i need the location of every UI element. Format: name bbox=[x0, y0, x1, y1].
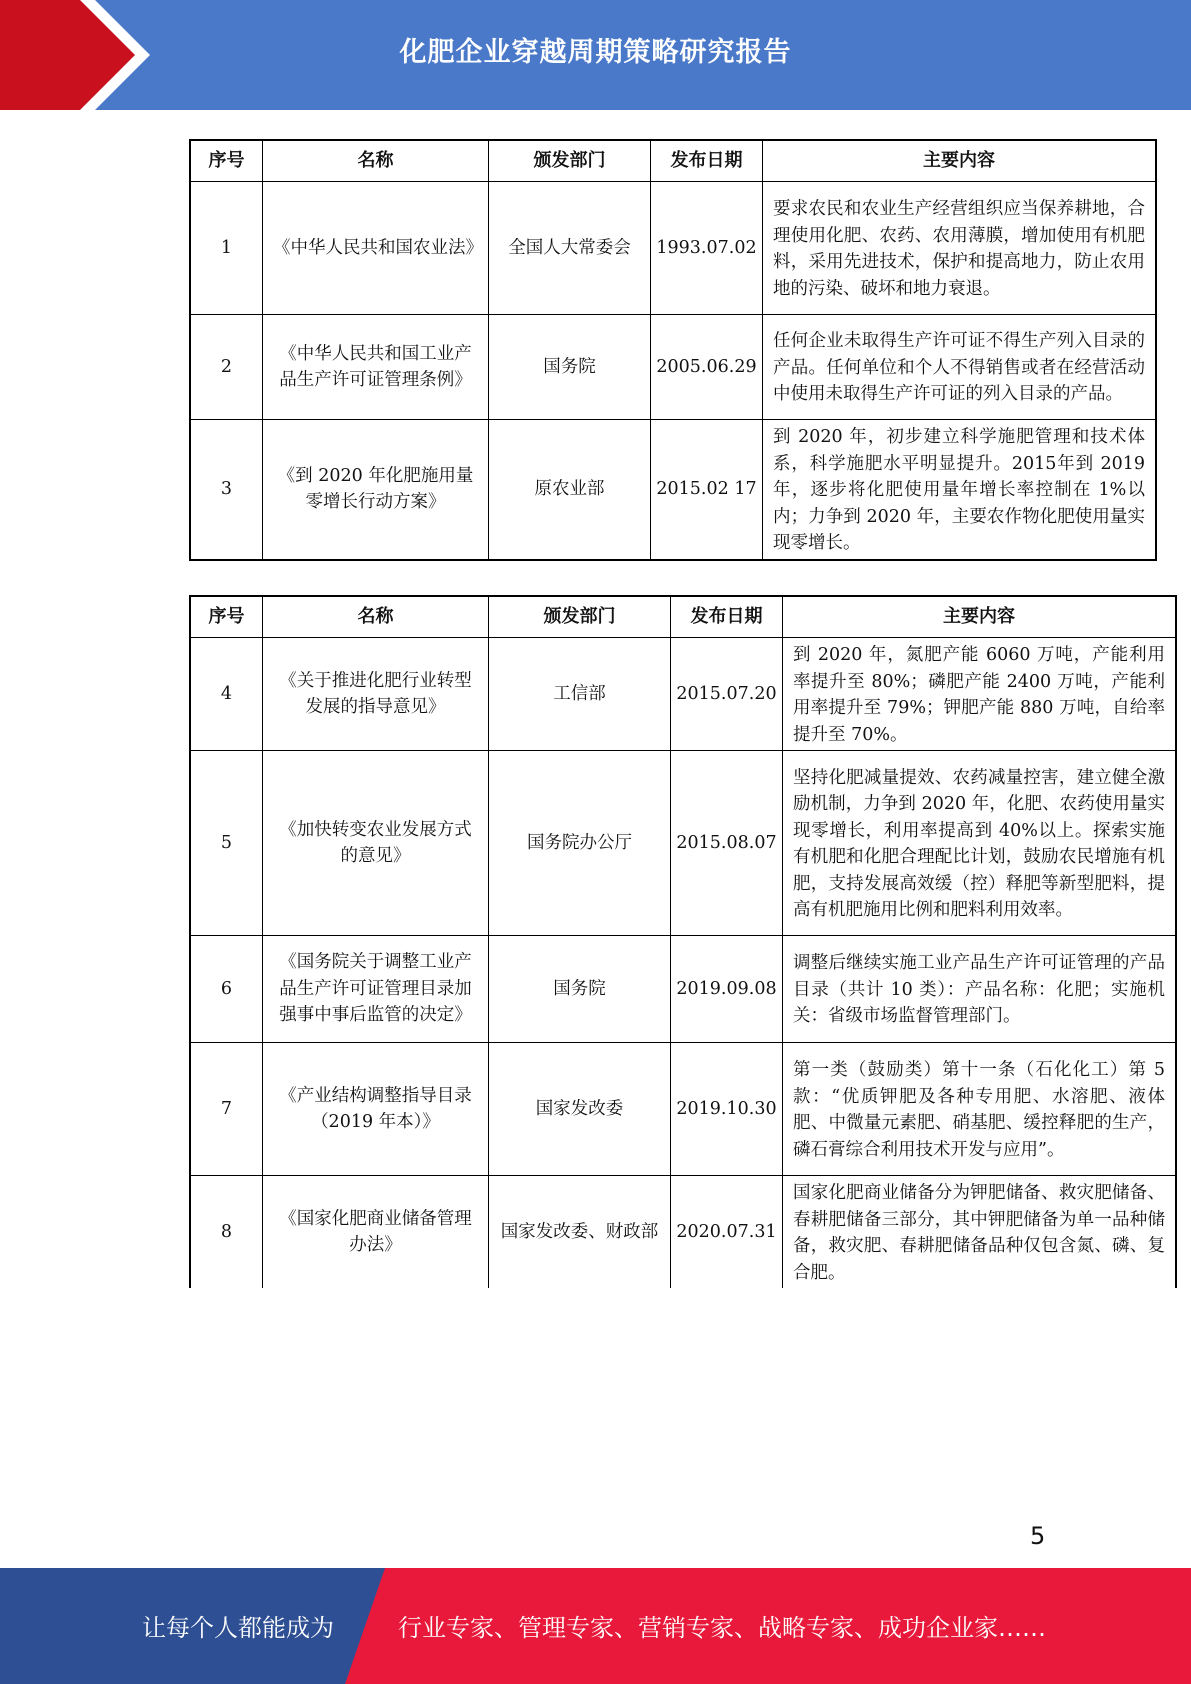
cell-date: 2015.07.20 bbox=[671, 638, 783, 751]
cell-date: 1993.07.02 bbox=[651, 182, 763, 315]
cell-content: 要求农民和农业生产经营组织应当保养耕地，合理使用化肥、农药、农用薄膜，增加使用有机肥料，采用先进技术，保护和提高地力，防止农用地的污染、破坏和地力衰退。 bbox=[763, 182, 1157, 315]
cell-dept: 国务院 bbox=[489, 315, 651, 420]
cell-no: 8 bbox=[190, 1176, 263, 1289]
cell-dept: 原农业部 bbox=[489, 420, 651, 560]
table-row bbox=[190, 1176, 1176, 1289]
cell-content: 调整后继续实施工业产品生产许可证管理的产品目录（共计 10 类）：产品名称：化肥；实施机关：省级市场监督管理部门。 bbox=[783, 936, 1177, 1043]
cell-content: 到 2020 年，初步建立科学施肥管理和技术体系，科学施肥水平明显提升。2015年到 2019 年，逐步将化肥使用量年增长率控制在 1%以内；力争到 2020 年，主要农作物化肥使用量实现零增长。 bbox=[763, 420, 1157, 560]
page-header bbox=[0, 0, 1191, 110]
table-row bbox=[190, 315, 1156, 420]
cell-content: 到 2020 年，氮肥产能 6060 万吨，产能利用率提升至 80%；磷肥产能 2400 万吨，产能利用率提升至 79%；钾肥产能 880 万吨，自给率提升至 70%。 bbox=[783, 638, 1177, 751]
cell-date: 2019.09.08 bbox=[671, 936, 783, 1043]
header-date: 发布日期 bbox=[671, 596, 783, 638]
header-date: 发布日期 bbox=[651, 140, 763, 182]
cell-no: 5 bbox=[190, 751, 263, 936]
cell-name: 《加快转变农业发展方式的意见》 bbox=[263, 751, 489, 936]
cell-content: 坚持化肥减量提效、农药减量控害，建立健全激励机制，力争到 2020 年，化肥、农药使用量实现零增长，利用率提高到 40%以上。探索实施有机肥和化肥合理配比计划，鼓励农民增施有机肥，支持发展高效缓（控）释肥等新型肥料，提高有机肥施用比例和肥料利用效率。 bbox=[783, 751, 1177, 936]
header-name: 名称 bbox=[263, 140, 489, 182]
cell-name: 《国务院关于调整工业产品生产许可证管理目录加强事中事后监管的决定》 bbox=[263, 936, 489, 1043]
cell-content: 国家化肥商业储备分为钾肥储备、救灾肥储备、春耕肥储备三部分，其中钾肥储备为单一品种储备，救灾肥、春耕肥储备品种仅包含氮、磷、复合肥。 bbox=[783, 1176, 1177, 1289]
regulations-table-1 bbox=[189, 139, 1157, 561]
footer-slogan-right: 行业专家、管理专家、营销专家、战略专家、成功企业家…… bbox=[398, 1614, 1046, 1642]
table-row bbox=[190, 638, 1176, 751]
page-footer bbox=[0, 1568, 1191, 1684]
cell-name: 《中华人民共和国工业产品生产许可证管理条例》 bbox=[263, 315, 489, 420]
cell-date: 2019.10.30 bbox=[671, 1043, 783, 1176]
cell-name: 《关于推进化肥行业转型发展的指导意见》 bbox=[263, 638, 489, 751]
table-row bbox=[190, 1043, 1176, 1176]
cell-dept: 国家发改委、财政部 bbox=[489, 1176, 671, 1289]
header-content: 主要内容 bbox=[763, 140, 1157, 182]
cell-no: 7 bbox=[190, 1043, 263, 1176]
cell-name: 《中华人民共和国农业法》 bbox=[263, 182, 489, 315]
cell-dept: 国务院办公厅 bbox=[489, 751, 671, 936]
header-content: 主要内容 bbox=[783, 596, 1177, 638]
table-row bbox=[190, 420, 1156, 560]
cell-name: 《产业结构调整指导目录（2019 年本）》 bbox=[263, 1043, 489, 1176]
cell-content: 第一类（鼓励类）第十一条（石化化工）第 5 款：“优质钾肥及各种专用肥、水溶肥、液体肥、中微量元素肥、硝基肥、缓控释肥的生产，磷石膏综合利用技术开发与应用”。 bbox=[783, 1043, 1177, 1176]
cell-no: 4 bbox=[190, 638, 263, 751]
cell-dept: 工信部 bbox=[489, 638, 671, 751]
cell-no: 2 bbox=[190, 315, 263, 420]
cell-dept: 国务院 bbox=[489, 936, 671, 1043]
cell-date: 2015.08.07 bbox=[671, 751, 783, 936]
cell-no: 6 bbox=[190, 936, 263, 1043]
header-name: 名称 bbox=[263, 596, 489, 638]
header-dept: 颁发部门 bbox=[489, 596, 671, 638]
regulations-table-2 bbox=[189, 595, 1177, 1288]
header-no: 序号 bbox=[190, 596, 263, 638]
cell-no: 1 bbox=[190, 182, 263, 315]
cell-content: 任何企业未取得生产许可证不得生产列入目录的产品。任何单位和个人不得销售或者在经营活动中使用未取得生产许可证的列入目录的产品。 bbox=[763, 315, 1157, 420]
cell-no: 3 bbox=[190, 420, 263, 560]
cell-name: 《国家化肥商业储备管理办法》 bbox=[263, 1176, 489, 1289]
cell-date: 2020.07.31 bbox=[671, 1176, 783, 1289]
cell-dept: 全国人大常委会 bbox=[489, 182, 651, 315]
table-header-row bbox=[190, 596, 1176, 638]
page-number: 5 bbox=[1030, 1522, 1046, 1550]
cell-date: 2005.06.29 bbox=[651, 315, 763, 420]
report-title: 化肥企业穿越周期策略研究报告 bbox=[399, 37, 792, 68]
header-dept: 颁发部门 bbox=[489, 140, 651, 182]
cell-name: 《到 2020 年化肥施用量零增长行动方案》 bbox=[263, 420, 489, 560]
table-row bbox=[190, 936, 1176, 1043]
footer-slogan-left: 让每个人都能成为 bbox=[142, 1614, 334, 1642]
table-header-row bbox=[190, 140, 1156, 182]
cell-date: 2015.02 17 bbox=[651, 420, 763, 560]
table-row bbox=[190, 182, 1156, 315]
table-row bbox=[190, 751, 1176, 936]
header-no: 序号 bbox=[190, 140, 263, 182]
cell-dept: 国家发改委 bbox=[489, 1043, 671, 1176]
